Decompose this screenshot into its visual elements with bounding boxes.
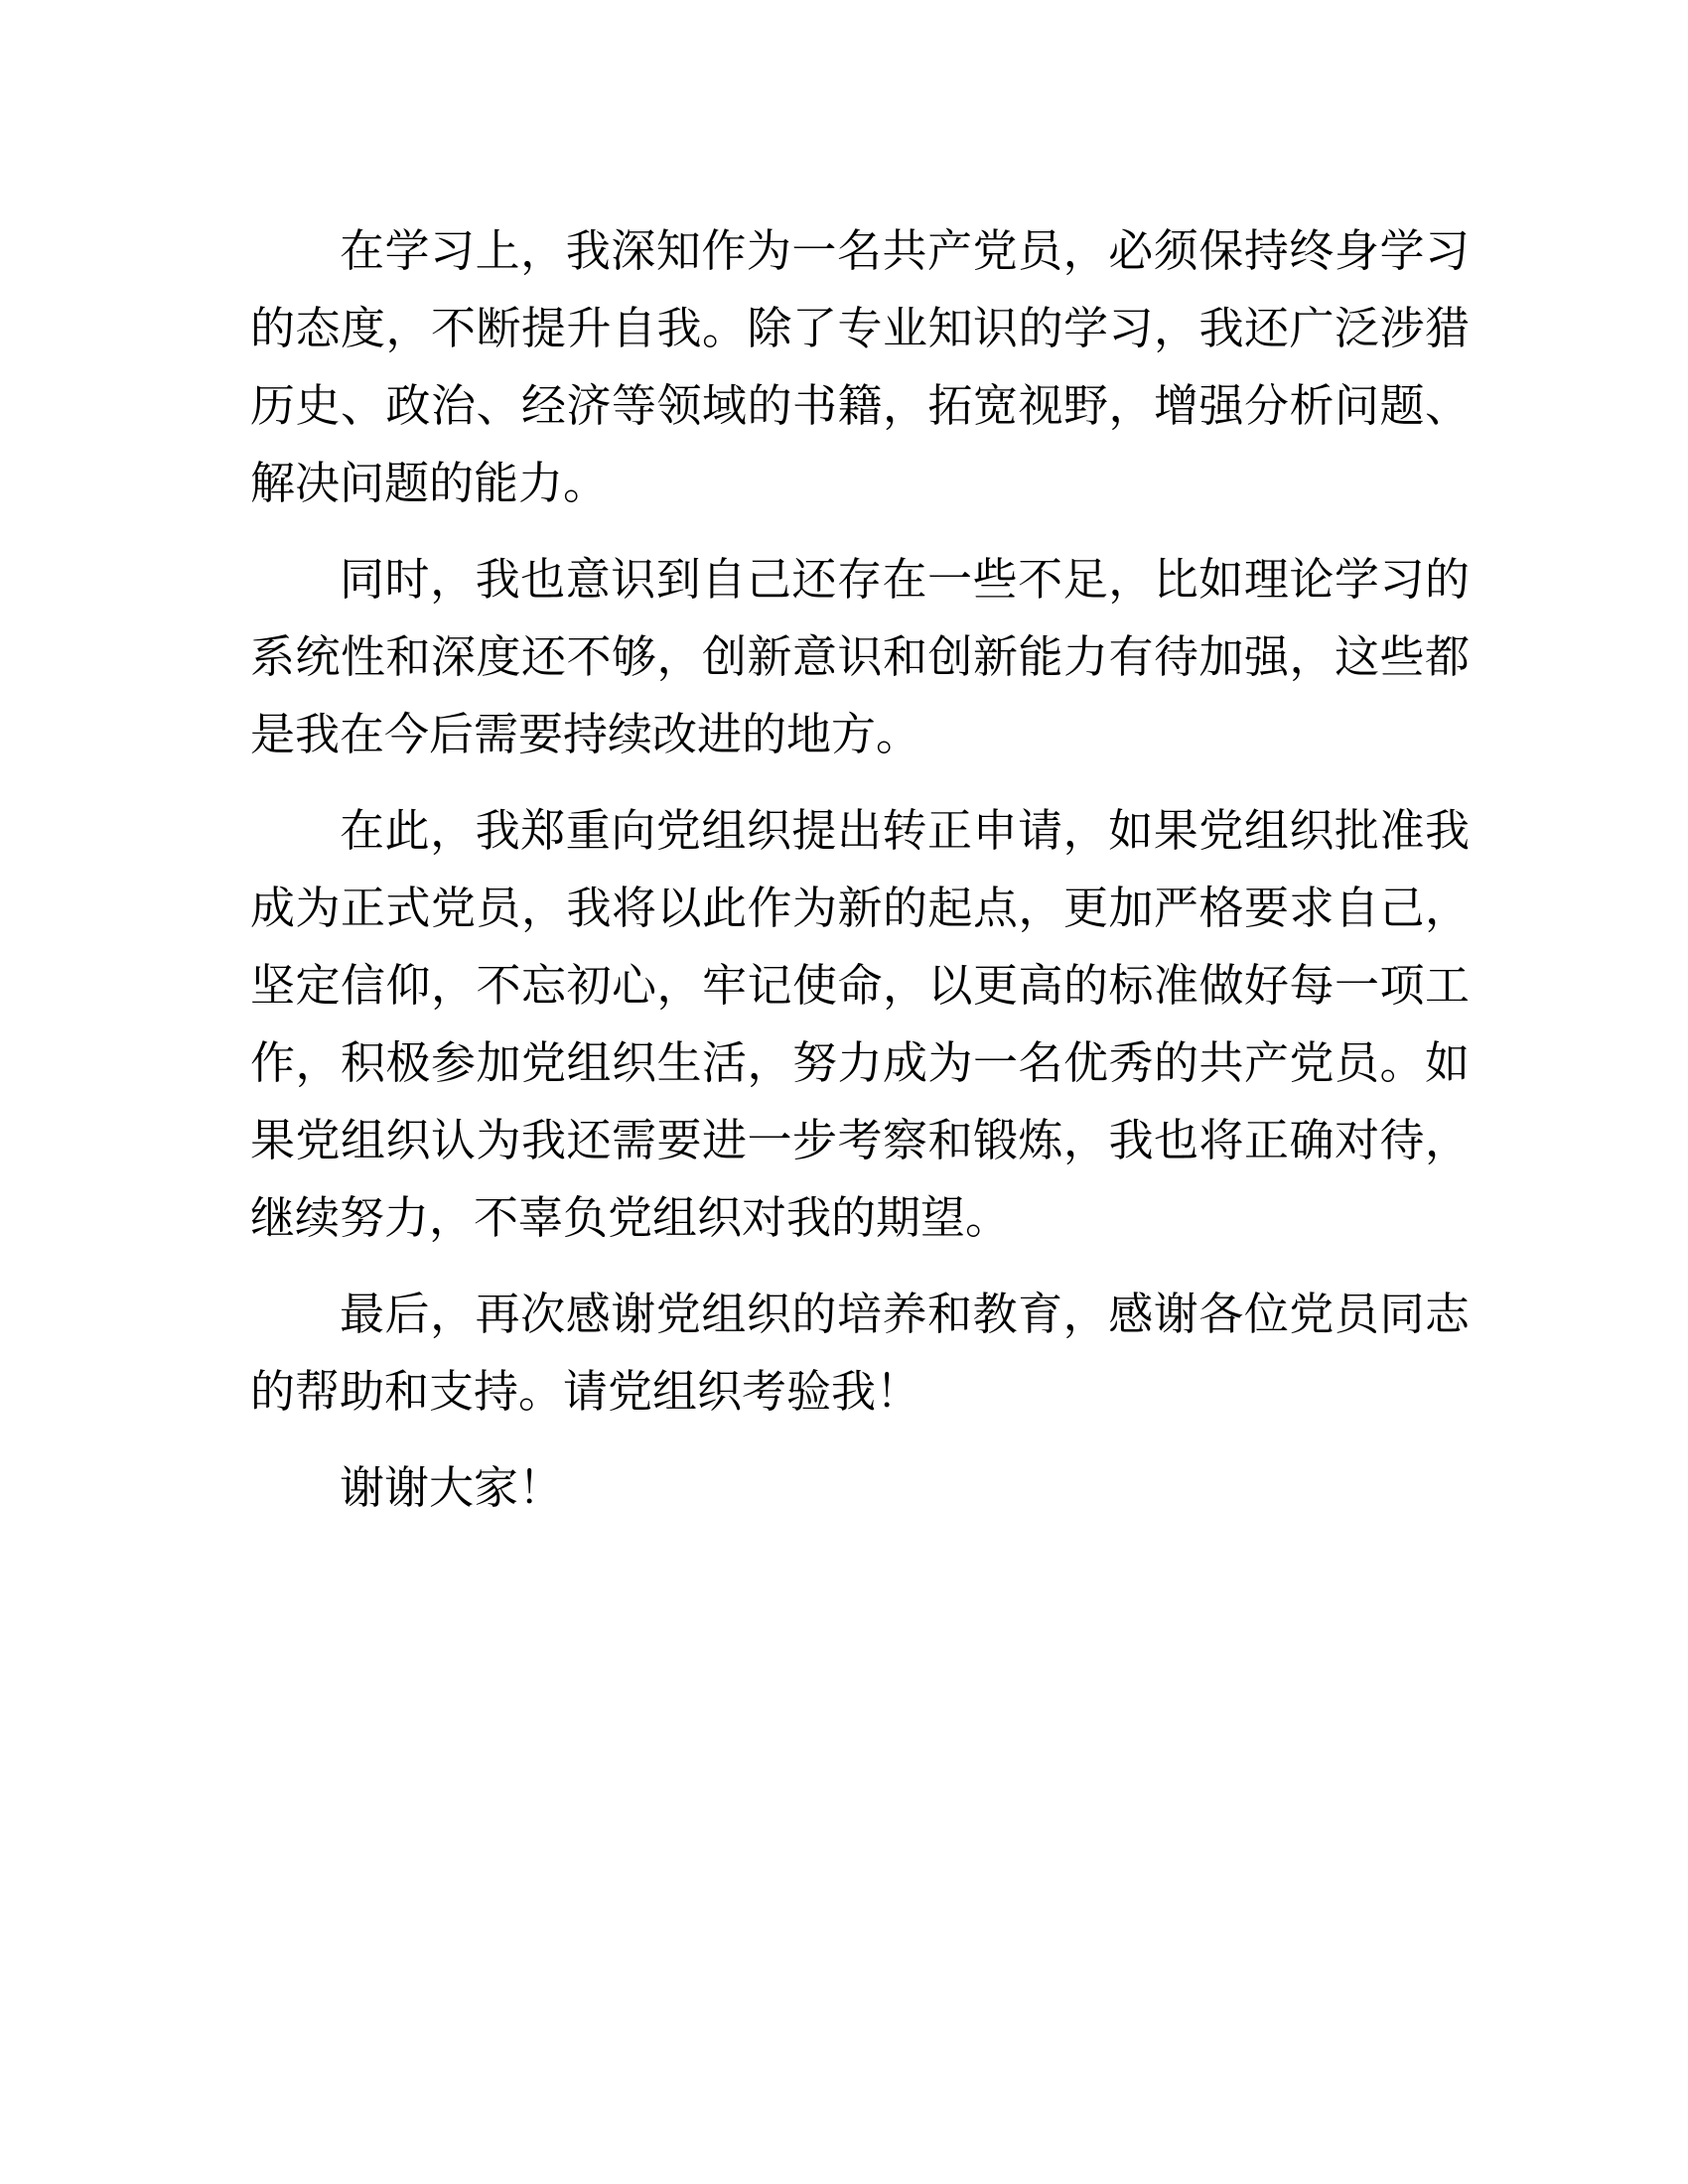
text-line: 的态度，不断提升自我。除了专业知识的学习，我还广泛涉猎 [250, 303, 1470, 353]
document-body [250, 212, 1470, 1527]
text-line: 继续努力，不辜负党组织对我的期望。 [250, 1192, 1011, 1243]
text-line: 果党组织认为我还需要进一步考察和锻炼，我也将正确对待， [250, 1115, 1470, 1165]
text-line: 谢谢大家！ [340, 1462, 564, 1513]
text-line: 最后，再次感谢党组织的培养和教育，感谢各位党员同志 [340, 1289, 1470, 1339]
paragraph [250, 541, 1470, 773]
text-line: 系统性和深度还不够，创新意识和创新能力有待加强，这些都 [250, 631, 1470, 682]
text-line: 作，积极参加党组织生活，努力成为一名优秀的共产党员。如 [250, 1037, 1470, 1088]
text-line: 坚定信仰，不忘初心，牢记使命，以更高的标准做好每一项工 [250, 960, 1470, 1011]
text-line: 成为正式党员，我将以此作为新的起点，更加严格要求自己， [250, 883, 1470, 933]
paragraph [250, 1276, 1470, 1431]
text-line: 在学习上，我深知作为一名共产党员，必须保持终身学习 [340, 225, 1470, 276]
paragraph [250, 1449, 1470, 1527]
text-line: 历史、政治、经济等领域的书籍，拓宽视野，增强分析问题、 [250, 380, 1470, 431]
text-line: 解决问题的能力。 [250, 458, 609, 508]
text-line: 同时，我也意识到自己还存在一些不足，比如理论学习的 [340, 554, 1470, 605]
text-line: 的帮助和支持。请党组织考验我！ [250, 1366, 921, 1417]
paragraph [250, 212, 1470, 522]
paragraph [250, 792, 1470, 1257]
text-line: 是我在今后需要持续改进的地方。 [250, 709, 921, 759]
text-line: 在此，我郑重向党组织提出转正申请，如果党组织批准我 [340, 805, 1470, 856]
